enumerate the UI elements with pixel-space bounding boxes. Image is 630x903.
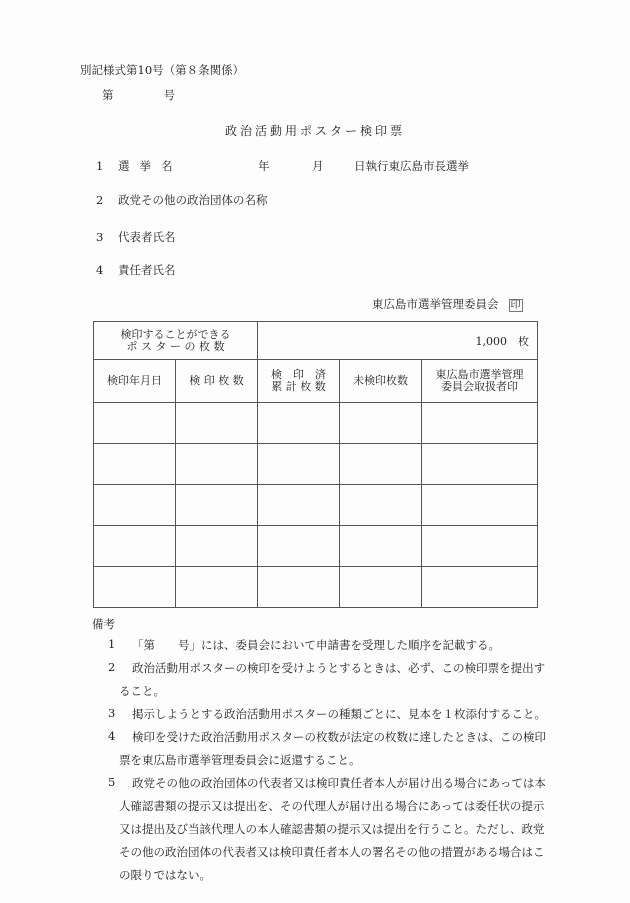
note-number: 2 <box>108 660 116 674</box>
field-number: 2 <box>96 193 104 207</box>
header-unstamped: 未検印枚数 <box>340 360 422 403</box>
cell-date[interactable] <box>94 444 176 485</box>
cell-date[interactable] <box>94 403 176 444</box>
field-number: 4 <box>96 263 104 277</box>
header-cumulative: 検 印 済 累 計 枚 数 <box>258 360 340 403</box>
year-label: 年 <box>258 159 270 173</box>
note-line: その他の政治団体の代表者又は検印責任者本人の署名その他の措置がある場合はこ <box>119 845 545 859</box>
cell-unstamped[interactable] <box>340 526 422 567</box>
cell-stamp-count[interactable] <box>176 485 258 526</box>
cell-unstamped[interactable] <box>340 567 422 608</box>
note-line: 「第 号」には、委員会において申請書を受理した順序を記載する。 <box>132 638 500 652</box>
field-label: 選挙名 <box>118 159 183 173</box>
cell-seal[interactable] <box>422 526 538 567</box>
note-line: 掲示しようとする政治活動用ポスターの種類ごとに、見本を１枚添付すること。 <box>132 707 546 721</box>
cell-stamp-count[interactable] <box>176 567 258 608</box>
cell-stamp-count[interactable] <box>176 403 258 444</box>
table-row <box>94 567 538 608</box>
field-responsible-person <box>96 262 176 278</box>
cell-cumulative[interactable] <box>258 567 340 608</box>
note-number: 5 <box>108 775 116 789</box>
field-party-name <box>96 192 268 208</box>
election-rest: 日執行東広島市長選挙 <box>354 159 469 173</box>
header-official-seal: 東広島市選挙管理 委員会取扱者印 <box>422 360 538 403</box>
cell-cumulative[interactable] <box>258 526 340 567</box>
form-reference: 別記様式第10号（第８条関係） <box>80 63 245 77</box>
note-line: ること。 <box>119 684 165 698</box>
cell-unstamped[interactable] <box>340 485 422 526</box>
field-number: 1 <box>96 159 104 173</box>
note-line: 票を東広島市選挙管理委員会に返還すること。 <box>119 753 361 767</box>
cell-seal[interactable] <box>422 567 538 608</box>
field-label: 代表者氏名 <box>118 230 176 244</box>
notes-title: 備考 <box>92 617 115 631</box>
table-row <box>94 485 538 526</box>
seal-mark: 印 <box>510 300 521 311</box>
number-prefix: 第 <box>102 88 114 102</box>
note-line: 政治活動用ポスターの検印を受けようとするときは、必ず、この検印票を提出す <box>132 661 546 675</box>
cell-date[interactable] <box>94 485 176 526</box>
cell-date[interactable] <box>94 526 176 567</box>
number-suffix: 号 <box>163 88 175 102</box>
committee-name: 東広島市選挙管理委員会 <box>372 297 499 311</box>
cell-seal[interactable] <box>422 444 538 485</box>
receipt-number-line <box>102 87 175 103</box>
cell-unstamped[interactable] <box>340 403 422 444</box>
field-label: 責任者氏名 <box>118 263 176 277</box>
note-line: 人確認書類の提示又は提出を、その代理人が届け出る場合にあっては委任状の提示 <box>119 799 545 813</box>
month-label: 月 <box>312 159 324 173</box>
note-number: 1 <box>108 637 116 651</box>
allowed-count-value: 1,000 枚 <box>258 322 538 360</box>
note-line: の限りではない。 <box>119 868 211 882</box>
cell-seal[interactable] <box>422 485 538 526</box>
cell-date[interactable] <box>94 567 176 608</box>
cell-seal[interactable] <box>422 403 538 444</box>
allowed-count-label <box>94 322 258 360</box>
note-line: 政党その他の政治団体の代表者又は検印責任者本人が届け出る場合にあっては本 <box>132 776 546 790</box>
cell-stamp-count[interactable] <box>176 526 258 567</box>
field-election-name <box>96 158 469 174</box>
cell-cumulative[interactable] <box>258 485 340 526</box>
header-date: 検印年月日 <box>94 360 176 403</box>
note-line: 検印を受けた政治活動用ポスターの枚数が法定の枚数に達したときは、この検印 <box>132 730 546 744</box>
note-number: 4 <box>108 729 116 743</box>
cell-unstamped[interactable] <box>340 444 422 485</box>
note-line: 又は提出及び当該代理人の本人確認書類の提示又は提出を行うこと。ただし、政党 <box>119 822 545 836</box>
cell-stamp-count[interactable] <box>176 444 258 485</box>
field-number: 3 <box>96 230 104 244</box>
header-stamp-count: 検 印 枚 数 <box>176 360 258 403</box>
inspection-table <box>93 321 538 608</box>
document-title: 政治活動用ポスター検印票 <box>224 124 405 138</box>
table-row <box>94 526 538 567</box>
allowed-label-line2: ポ ス タ ー の 枚 数 <box>126 339 225 353</box>
table-row <box>94 403 538 444</box>
allowed-label-line1: 検印することができる <box>120 327 231 341</box>
field-label: 政党その他の政治団体の名称 <box>118 193 268 207</box>
committee-line <box>372 296 523 312</box>
table-row <box>94 444 538 485</box>
note-number: 3 <box>108 706 116 720</box>
cell-cumulative[interactable] <box>258 444 340 485</box>
cell-cumulative[interactable] <box>258 403 340 444</box>
field-representative <box>96 229 176 245</box>
